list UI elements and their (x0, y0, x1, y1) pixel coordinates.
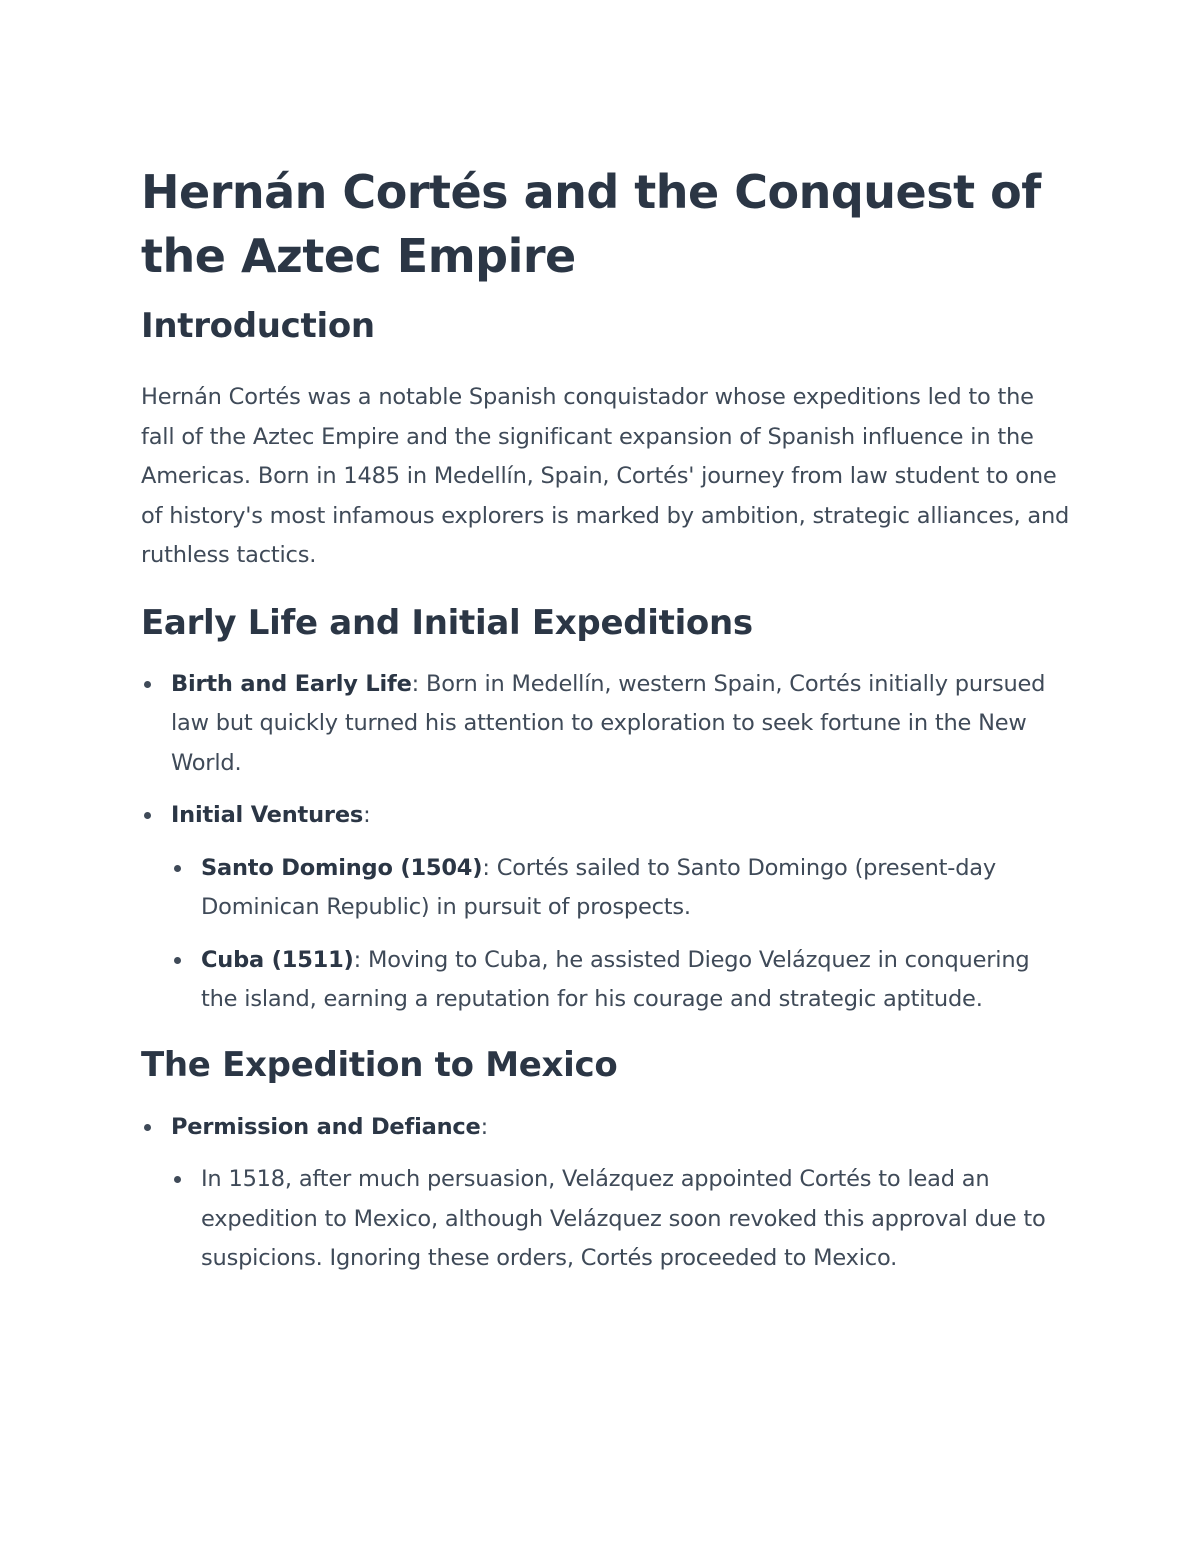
item-label: Birth and Early Life (171, 670, 412, 697)
item-text: : (480, 1113, 488, 1140)
item-label: Permission and Defiance (171, 1113, 481, 1140)
section-heading-early-life: Early Life and Initial Expeditions (141, 602, 753, 643)
item-label: Santo Domingo (1504) (201, 854, 483, 881)
section-heading-introduction: Introduction (141, 306, 375, 346)
bullet-icon (144, 681, 151, 688)
bullet-icon (144, 812, 151, 819)
early-life-list (141, 665, 1071, 1020)
document-title: Hernán Cortés and the Conquest of the Aztec Empire (141, 165, 1041, 283)
list-item-1518-appointment (171, 1160, 1071, 1279)
item-text: : Born in Medellín, western Spain, Cortés initially pursued law but quickly turned his attention to exploration to seek fortune in the New World. (171, 670, 1046, 776)
section-heading-expedition-mexico: The Expedition to Mexico (141, 1044, 618, 1085)
permission-sublist (171, 1160, 1071, 1279)
bullet-icon (174, 957, 181, 964)
list-item-cuba (171, 941, 1071, 1020)
item-label: Initial Ventures (171, 802, 364, 828)
bullet-icon (174, 865, 181, 872)
list-item-birth (141, 665, 1071, 784)
bullet-icon (144, 1124, 151, 1131)
list-item-santo-domingo (171, 849, 1071, 928)
item-text: : Cortés sailed to Santo Domingo (present-day Dominican Republic) in pursuit of prospects. (201, 854, 996, 920)
mexico-list (141, 1108, 1071, 1279)
item-text: : Moving to Cuba, he assisted Diego Velázquez in conquering the island, earning a reputation for his courage and strategic aptitude. (201, 946, 1030, 1012)
list-item-initial-ventures (141, 796, 1071, 1020)
item-text: In 1518, after much persuasion, Velázquez appointed Cortés to lead an expedition to Mexico, although Velázquez soon revoked this approval due to suspicions. Ignoring these orders, Cortés proceeded to Mexico. (201, 1166, 1046, 1271)
ventures-sublist (171, 849, 1071, 1020)
document-page (141, 160, 1071, 1279)
introduction-paragraph: Hernán Cortés was a notable Spanish conquistador whose expeditions led to the fall of the Aztec Empire and the significant expansion of Spanish influence in the Americas. Born in 1485 in Medellín, Spain, Cortés' journey from law student to one of history's most infamous explorers is marked by ambition, strategic alliances, and ruthless tactics. (141, 384, 1070, 568)
list-item-permission (141, 1108, 1071, 1279)
item-label: Cuba (1511) (201, 946, 354, 973)
bullet-icon (174, 1176, 181, 1183)
item-text: : (363, 802, 371, 828)
